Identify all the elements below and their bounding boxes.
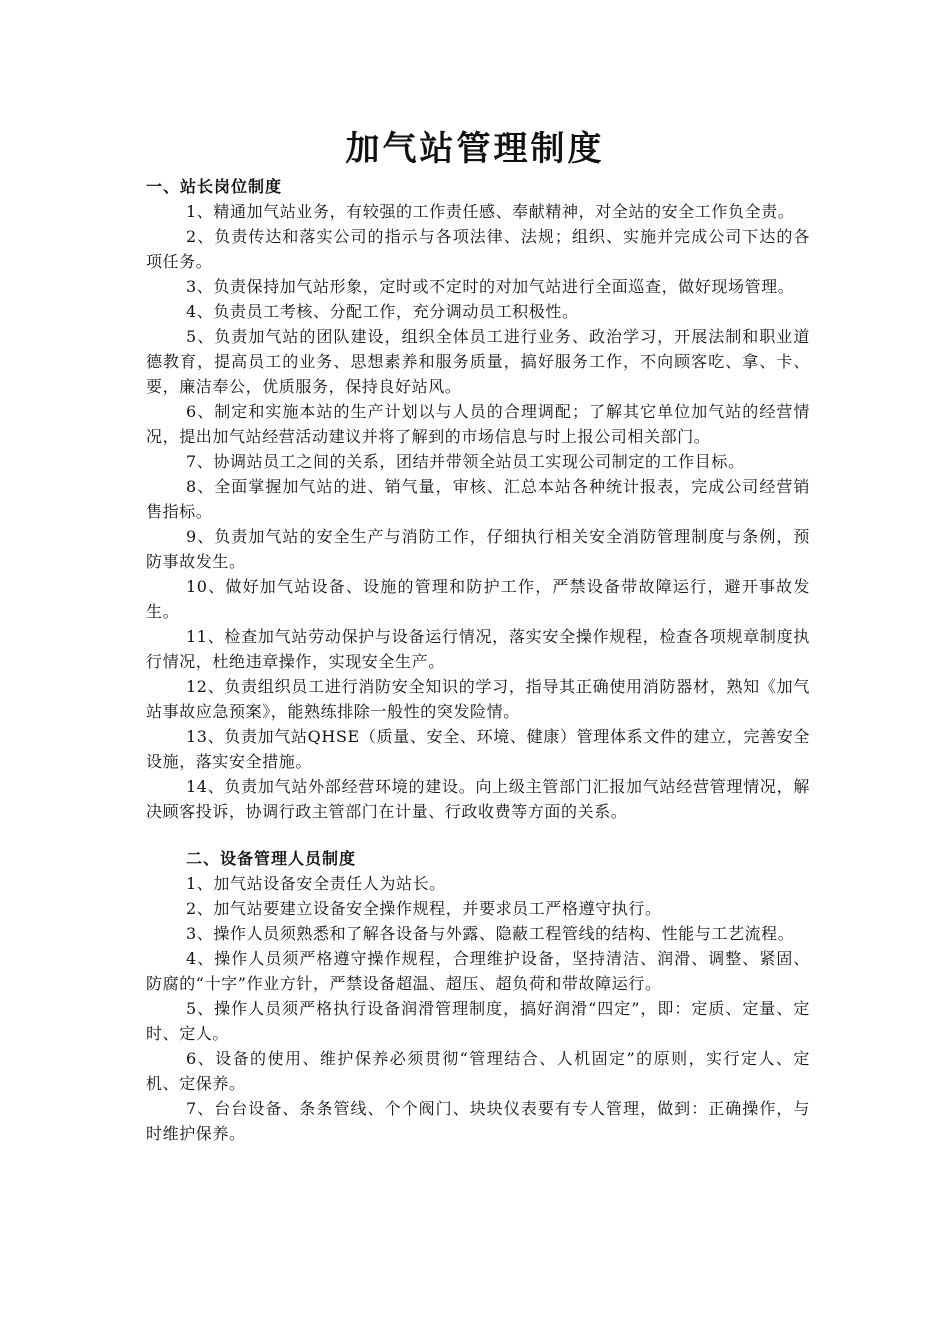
- paragraph: 12、负责组织员工进行消防安全知识的学习，指导其正确使用消防器材，熟知《加气站事故应急预案》，能熟练排除一般性的突发险情。: [146, 677, 810, 721]
- paragraph: 5、操作人员须严格执行设备润滑管理制度，搞好润滑“四定”，即：定质、定量、定时、定人。: [146, 999, 810, 1043]
- document-title: 加气站管理制度: [345, 129, 605, 169]
- paragraph: 4、操作人员须严格遵守操作规程，合理维护设备，坚持清洁、润滑、调整、紧固、防腐的“十字”作业方针，严禁设备超温、超压、超负荷和带故障运行。: [146, 949, 810, 993]
- paragraph: 2、加气站要建立设备安全操作规程，并要求员工严格遵守执行。: [186, 899, 662, 918]
- paragraph: 7、协调站员工之间的关系，团结并带领全站员工实现公司制定的工作目标。: [186, 452, 745, 471]
- paragraph: 6、设备的使用、维护保养必须贯彻“管理结合、人机固定”的原则，实行定人、定机、定保养。: [146, 1049, 810, 1093]
- paragraph: 2、负责传达和落实公司的指示与各项法律、法规；组织、实施并完成公司下达的各项任务。: [146, 227, 810, 271]
- section-heading: 二、设备管理人员制度: [186, 849, 357, 868]
- paragraph: 14、负责加气站外部经营环境的建设。向上级主管部门汇报加气站经营管理情况，解决顾客投诉，协调行政主管部门在计量、行政收费等方面的关系。: [146, 777, 810, 821]
- paragraph: 5、负责加气站的团队建设，组织全体员工进行业务、政治学习，开展法制和职业道德教育，提高员工的业务、思想素养和服务质量，搞好服务工作，不向顾客吃、拿、卡、要，廉洁奉公，优质服务，保持良好站风。: [146, 327, 810, 396]
- paragraph: 13、负责加气站QHSE（质量、安全、环境、健康）管理体系文件的建立，完善安全设施，落实安全措施。: [146, 727, 810, 771]
- section-equipment-management: [146, 846, 810, 1146]
- paragraph: 1、加气站设备安全责任人为站长。: [186, 874, 446, 893]
- paragraph: 11、检查加气站劳动保护与设备运行情况，落实安全操作规程，检查各项规章制度执行情况，杜绝违章操作，实现安全生产。: [146, 627, 810, 671]
- paragraph: 1、精通加气站业务，有较强的工作责任感、奉献精神，对全站的安全工作负全责。: [186, 202, 795, 221]
- paragraph: 8、全面掌握加气站的进、销气量，审核、汇总本站各种统计报表，完成公司经营销售指标。: [146, 477, 810, 521]
- paragraph: 9、负责加气站的安全生产与消防工作，仔细执行相关安全消防管理制度与条例，预防事故发生。: [146, 527, 810, 571]
- document-body: [146, 174, 810, 1146]
- paragraph: 3、负责保持加气站形象，定时或不定时的对加气站进行全面巡查，做好现场管理。: [186, 277, 795, 296]
- section-heading: 一、站长岗位制度: [146, 177, 283, 196]
- paragraph: 3、操作人员须熟悉和了解各设备与外露、隐蔽工程管线的结构、性能与工艺流程。: [186, 924, 795, 943]
- paragraph: 7、台台设备、条条管线、个个阀门、块块仪表要有专人管理，做到：正确操作，与时维护保养。: [146, 1099, 810, 1143]
- section-station-master: [146, 174, 810, 824]
- paragraph: 10、做好加气站设备、设施的管理和防护工作，严禁设备带故障运行，避开事故发生。: [146, 577, 810, 621]
- paragraph: 4、负责员工考核、分配工作，充分调动员工积极性。: [186, 302, 579, 321]
- paragraph: 6、制定和实施本站的生产计划以与人员的合理调配；了解其它单位加气站的经营情况，提出加气站经营活动建议并将了解到的市场信息与时上报公司相关部门。: [146, 402, 810, 446]
